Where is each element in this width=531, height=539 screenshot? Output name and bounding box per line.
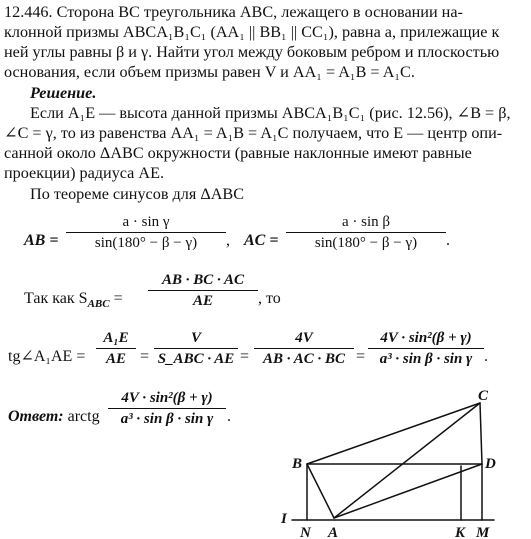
line-b-a [307,464,334,518]
label-c: C [478,388,489,404]
tg-eq-3: = [356,348,366,365]
ac-denominator: sin(180° − β − γ) [314,235,418,251]
answer-numerator: 4V · sin²(β + γ) [108,390,226,409]
solution-line-4: проекции) радиуса AE. [4,164,165,182]
ac-numerator: a · sin β [286,214,446,233]
since-sub: ABC [87,298,110,311]
ab-denominator: sin(180° − β − γ) [94,235,198,251]
tg-fraction-2-numerator: V [154,330,238,349]
area-numerator: AB · BC · AC [148,272,258,291]
ab-separator: , [226,232,230,249]
line-b-c [307,403,480,464]
answer-end: . [227,408,231,425]
ab-lhs: AB = [24,232,59,249]
ab-numerator: a · sin γ [66,214,226,233]
answer-label: Ответ: [8,408,64,425]
label-n: N [300,525,311,539]
label-k: K [455,525,466,539]
tg-fraction-3-denominator: AB · AC · BC [263,351,345,367]
since-eq: = [109,290,123,307]
label-b: B [292,456,303,472]
tg-eq-1: = [140,348,150,365]
solution-line-3: санной около ΔABC окружности (равные наклонные имеют равные [4,144,472,162]
problem-line-3: ней углы равны β и γ. Найти угол между боковым ребром и плоскостью [4,43,500,61]
tg-fraction-1-numerator: A₁E [96,330,136,349]
problem-line-2: клонной призмы ABCA₁B₁C₁ (AA₁ || BB₁ || CC₁), равна a, прилежащие к [4,23,500,41]
since-text: Так как S [24,290,88,307]
ac-end: . [446,232,450,249]
label-a: A [328,525,339,539]
label-m: M [476,525,490,539]
label-i: I [281,511,287,527]
tg-fraction-4-numerator: 4V · sin²(β + γ) [368,330,484,349]
solution-line-1: Если A₁E — высота данной призмы ABCA₁B₁C₁ (рис. 12.56), ∠B = β, [30,104,511,122]
tg-fraction-4-denominator: a³ · sin β · sin γ [379,351,473,367]
since-then: , то [258,290,281,307]
problem-text-1: 12.446. Сторона BC треугольника ABC, лежащего в основании на- [4,3,463,21]
answer-denominator: a³ · sin β · sin γ [120,411,214,427]
solution-line-2: ∠C = γ, то из равенства AA₁ = A₁B = A₁C получаем, что E — центр опи- [4,124,503,142]
tg-fraction-3-numerator: 4V [254,330,354,349]
problem-line-4: основания, если объем призмы равен V и AA₁ = A₁B = A₁C. [4,63,415,81]
ac-lhs: AC = [244,232,279,249]
answer-func: arctg [67,408,100,425]
solution-heading: Решение. [30,84,97,102]
line-a-d [334,464,482,518]
label-d: D [485,456,496,472]
line-c-d [480,403,482,464]
tg-lhs: tg∠A₁AE = [8,348,86,365]
solution-line-5: По теореме синусов для ΔABC [30,185,245,203]
tg-fraction-2-denominator: S_ABC · AE [157,351,235,367]
line-a-c [334,403,480,518]
tg-eq-2: = [240,348,250,365]
area-denominator: AE [192,293,213,309]
tg-end: . [484,348,488,365]
tg-fraction-1-denominator: AE [105,351,126,367]
